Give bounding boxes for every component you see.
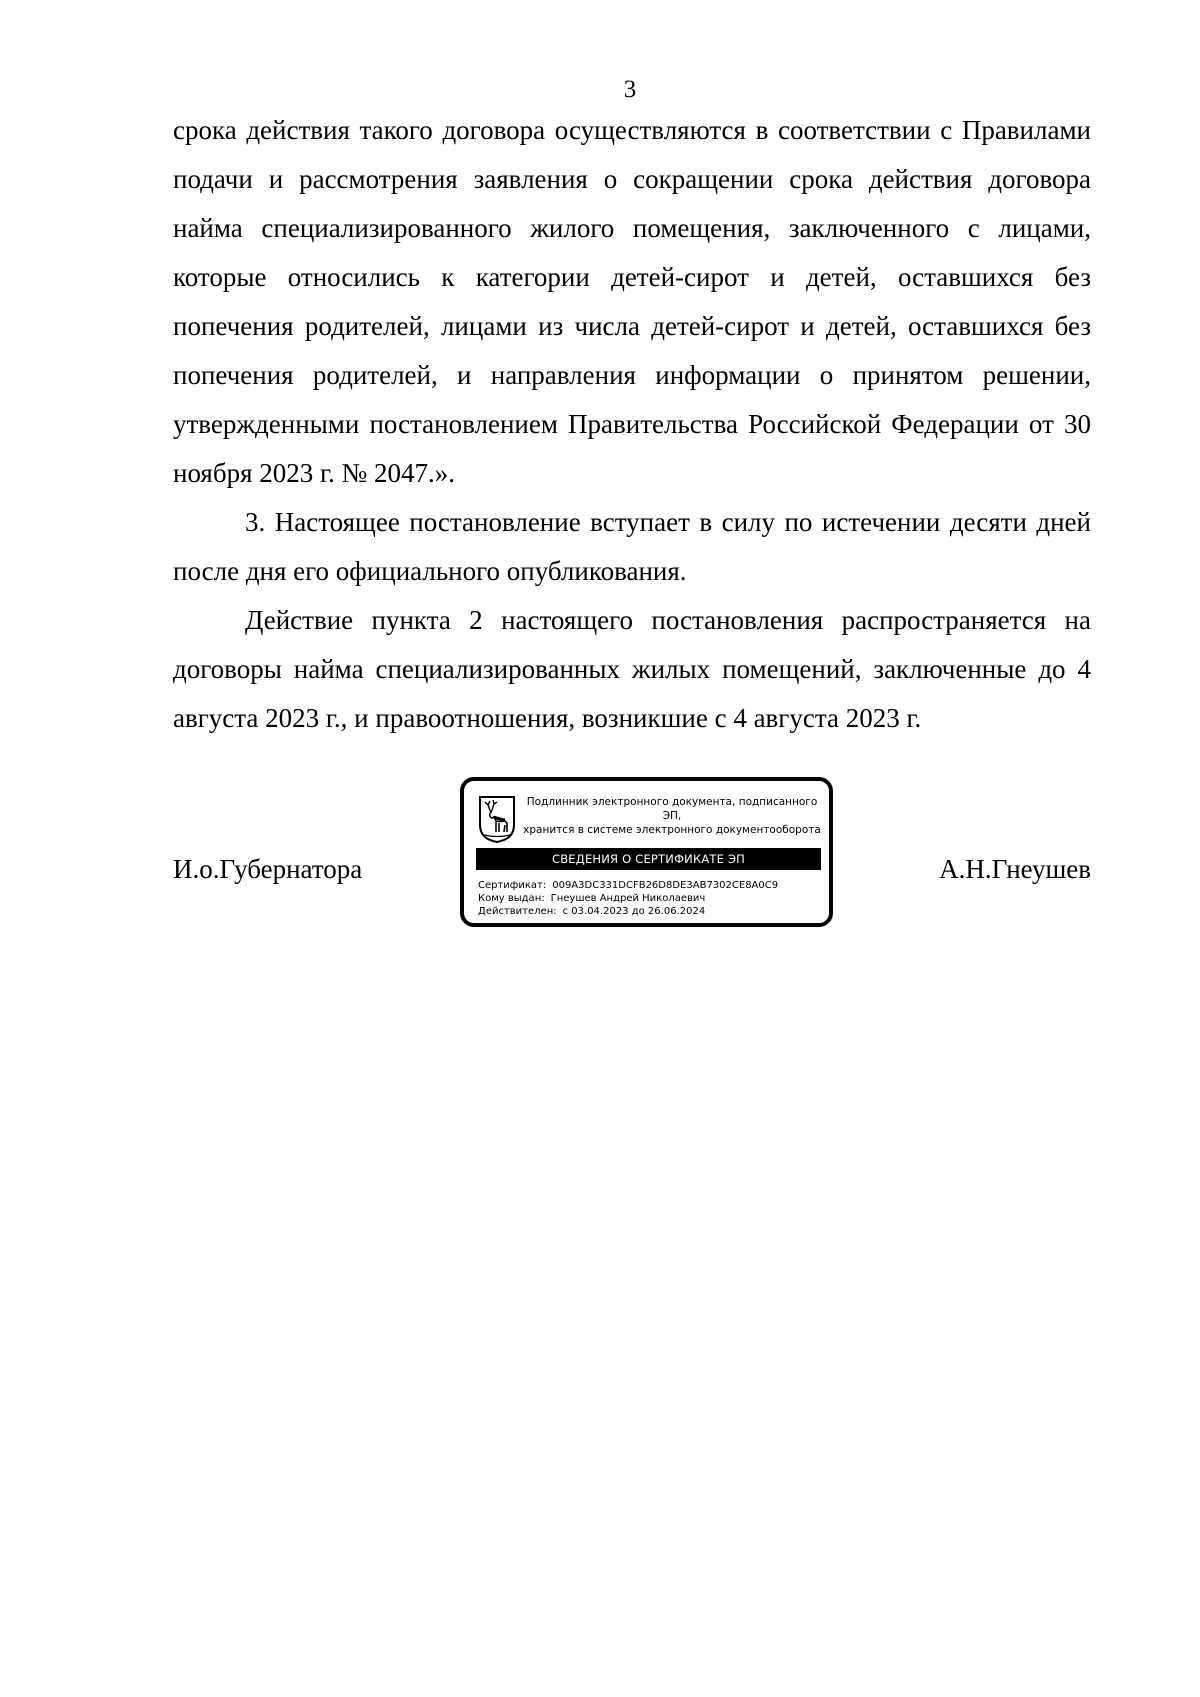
paragraph-continuation: срока действия такого договора осуществляются в соответствии с Правилами подачи и рассмотрения заявления о сокращении срока действия договора найма специализированного жилого помещения, заключенного с лицами, которые относились к категории детей-сирот и детей, оставшихся без попечения родителей, лицами из числа детей-сирот и детей, оставшихся без попечения родителей, и направления информации о принятом решении, утвержденными постановлением Правительства Российской Федерации от 30 ноября 2023 г. № 2047.». — [173, 115, 1091, 488]
stamp-details — [478, 879, 778, 918]
page-number: 3 — [623, 76, 637, 103]
electronic-signature-stamp — [460, 777, 833, 927]
stamp-header-line-2: хранится в системе электронного документооборота — [523, 824, 821, 836]
certificate-label: Сертификат: — [478, 880, 547, 891]
signer-position: И.о.Губернатора — [173, 854, 363, 884]
paragraph-effect: Действие пункта 2 настоящего постановления распространяется на договоры найма специализированных жилых помещений, заключенные до 4 августа 2023 г., и правоотношения, возникшие с 4 августа 2023 г. — [173, 605, 1091, 733]
document-body — [173, 106, 1091, 743]
certificate-value: 009A3DC331DCFB26D8DE3AB7302CE8A0C9 — [552, 880, 779, 891]
stamp-header — [522, 795, 822, 837]
deer-emblem-icon — [478, 795, 516, 843]
stamp-header-line-1: Подлинник электронного документа, подписанного ЭП, — [526, 796, 818, 822]
issued-to-row — [478, 892, 778, 905]
signer-name: А.Н.Гнеушев — [939, 854, 1091, 884]
stamp-title-bar: СВЕДЕНИЯ О СЕРТИФИКАТЕ ЭП — [476, 848, 821, 870]
valid-row — [478, 905, 778, 918]
issued-to-value: Гнеушев Андрей Николаевич — [550, 893, 706, 904]
valid-label: Действителен: — [478, 906, 557, 917]
valid-value: с 03.04.2023 до 26.06.2024 — [562, 906, 706, 917]
signature-block — [173, 780, 1091, 917]
paragraph-item-3: 3. Настоящее постановление вступает в силу по истечении десяти дней после дня его официального опубликования. — [173, 507, 1091, 586]
certificate-row — [478, 879, 778, 892]
issued-to-label: Кому выдан: — [478, 893, 545, 904]
